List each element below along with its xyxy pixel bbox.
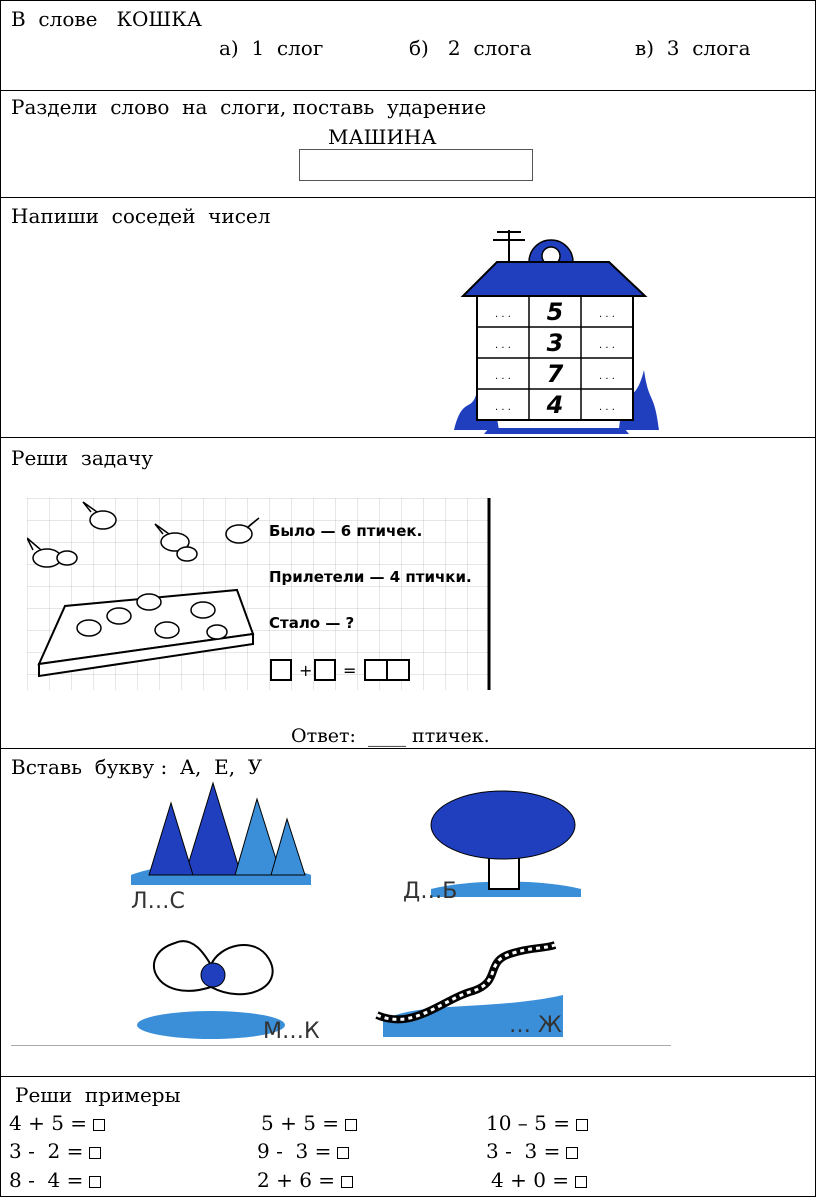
example-3-3-text: 4 + 0 = — [491, 1168, 570, 1192]
house-number-2: 3 — [546, 329, 564, 357]
big-fir-icon — [185, 783, 241, 875]
example-2-2[interactable] — [257, 1141, 349, 1161]
task-5-title: Вставь букву : А, Е, У — [11, 755, 263, 779]
problem-line-2: Прилетели — 4 птички. — [269, 568, 472, 586]
answer-square[interactable] — [341, 1176, 353, 1188]
task-2-word: МАШИНА — [328, 125, 437, 149]
example-2-1-text: 3 - 2 = — [9, 1139, 84, 1163]
task-5-row — [1, 749, 815, 1077]
example-1-3-text: 10 – 5 = — [486, 1111, 571, 1135]
bird-problem-drawing — [27, 498, 493, 690]
word-gap-2[interactable]: Д…Б — [403, 879, 458, 904]
forest-picture — [131, 779, 311, 885]
example-2-2-text: 9 - 3 = — [257, 1139, 332, 1163]
example-1-1-text: 4 + 5 = — [9, 1111, 88, 1135]
neighbor-left-2[interactable]: · · · — [495, 343, 511, 354]
task-3-title: Напиши соседей чисел — [11, 204, 271, 228]
example-3-2-text: 2 + 6 = — [257, 1168, 336, 1192]
task-6-title: Реши примеры — [15, 1083, 181, 1107]
example-3-3[interactable] — [491, 1170, 587, 1190]
neighbor-right-2[interactable]: · · · — [599, 343, 615, 354]
task-4-title: Реши задачу — [11, 446, 153, 470]
task-6-row — [1, 1077, 815, 1196]
eq-plus: + — [299, 661, 313, 680]
problem-line-1: Было — 6 птичек. — [269, 522, 423, 540]
house-number-1: 5 — [546, 298, 564, 326]
answer-square[interactable] — [576, 1119, 588, 1131]
neighbor-right-4[interactable]: · · · — [599, 405, 615, 416]
roof — [463, 262, 645, 296]
eq-box-1[interactable] — [271, 660, 291, 680]
example-3-1-text: 8 - 4 = — [9, 1168, 84, 1192]
neighbor-left-3[interactable]: · · · — [495, 374, 511, 385]
neighbor-left-1[interactable]: · · · — [495, 312, 511, 323]
syllable-answer-box[interactable] — [299, 149, 533, 181]
task-5-underline — [11, 1045, 671, 1046]
example-2-3[interactable] — [486, 1141, 578, 1161]
example-3-2[interactable] — [257, 1170, 353, 1190]
answer-square[interactable] — [345, 1119, 357, 1131]
answer-square[interactable] — [93, 1119, 105, 1131]
task-1-row — [1, 1, 815, 91]
far-fir-icon — [271, 819, 305, 875]
example-1-2-text: 5 + 5 = — [261, 1111, 340, 1135]
option-a[interactable]: а) 1 слог — [219, 36, 324, 60]
eq-box-2[interactable] — [315, 660, 335, 680]
example-1-3[interactable] — [486, 1113, 588, 1133]
house-number-4: 4 — [546, 391, 564, 419]
example-2-1[interactable] — [9, 1141, 101, 1161]
house-number-3: 7 — [546, 360, 564, 388]
example-3-1[interactable] — [9, 1170, 101, 1190]
word-gap-3[interactable]: М…К — [263, 1019, 320, 1044]
answer-square[interactable] — [89, 1176, 101, 1188]
number-house-picture — [449, 220, 661, 434]
eq-equals: = — [343, 661, 357, 680]
task-4-answer[interactable]: Ответ: ____ птичек. — [291, 725, 490, 747]
task-3-row — [1, 198, 815, 438]
answer-square[interactable] — [89, 1147, 101, 1159]
example-2-3-text: 3 - 3 = — [486, 1139, 561, 1163]
left-fir-icon — [149, 803, 193, 875]
word-gap-4[interactable]: … Ж — [509, 1013, 562, 1038]
bird-problem-picture — [27, 498, 493, 690]
eq-box-3[interactable] — [365, 660, 387, 680]
eq-box-4[interactable] — [387, 660, 409, 680]
task-1-title: В слове КОШКА — [11, 7, 202, 31]
task-4-row — [1, 438, 815, 749]
option-c[interactable]: в) 3 слога — [635, 36, 751, 60]
poppy-center — [201, 963, 225, 987]
answer-square[interactable] — [575, 1176, 587, 1188]
example-1-1[interactable] — [9, 1113, 105, 1133]
answer-square[interactable] — [337, 1147, 349, 1159]
problem-line-3: Стало — ? — [269, 614, 355, 632]
neighbor-right-3[interactable]: · · · — [599, 374, 615, 385]
grass-bottom — [484, 428, 629, 434]
oak-crown — [431, 791, 575, 859]
task-2-title: Раздели слово на слоги, поставь ударение — [11, 95, 487, 119]
task-2-row — [1, 91, 815, 198]
word-gap-1[interactable]: Л…С — [131, 889, 185, 914]
neighbor-left-4[interactable]: · · · — [495, 405, 511, 416]
example-1-2[interactable] — [261, 1113, 357, 1133]
answer-square[interactable] — [566, 1147, 578, 1159]
option-b[interactable]: б) 2 слога — [409, 36, 532, 60]
neighbor-right-1[interactable]: · · · — [599, 312, 615, 323]
